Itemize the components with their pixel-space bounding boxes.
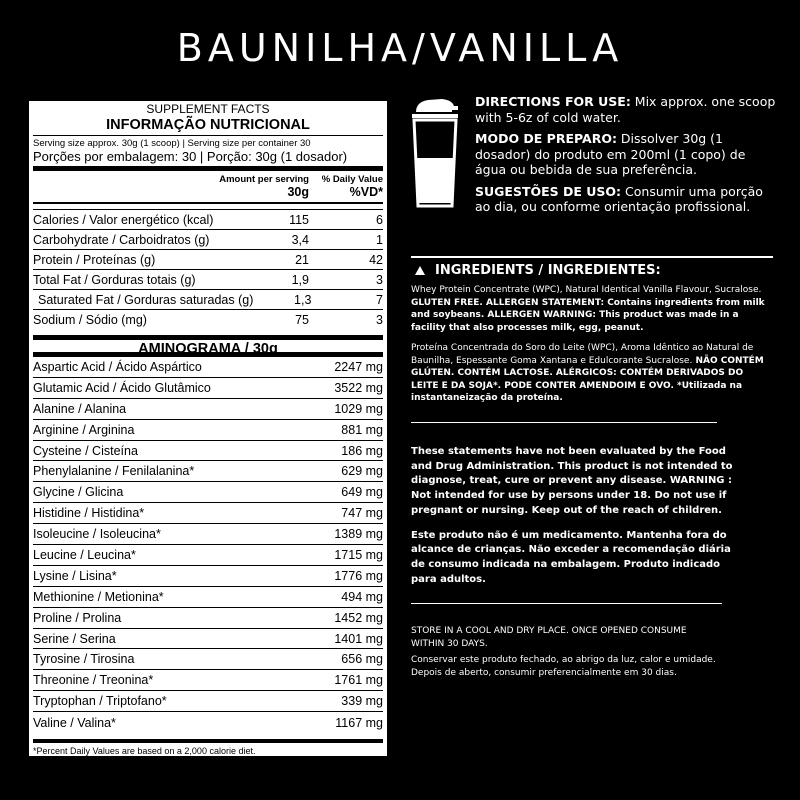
storage-pt: Conservar este produto fechado, ao abrigo da luz, calor e umidade. Depois de aberto, consumir preferencialmente em 30 dias.: [411, 655, 716, 678]
fda-statement: These statements have not been evaluated by the Food and Drug Administration. This product is not intended to diagnose, treat, cure or prevent any disease. WARNING : Not intended for use by persons under 18. Do not use if pregnant or nursing. Keep out of the reach of children.: [411, 446, 733, 516]
amino-row: Glycine / Glicina 649 mg: [33, 482, 383, 503]
footnote: ** Daily Value not established.: [33, 757, 153, 768]
footnote: *Percentual de valores diários fornecidos pela porção.: [33, 768, 249, 779]
amino-row: Threonine / Treonina* 1761 mg: [33, 670, 383, 691]
supplement-facts-label: SUPPLEMENT FACTS: [146, 102, 270, 116]
footnotes: [33, 739, 383, 790]
amino-row: Histidine / Histidina* 747 mg: [33, 503, 383, 524]
aminogram-title: AMINOGRAMA / 30g: [33, 335, 383, 357]
storage-en: STORE IN A COOL AND DRY PLACE. ONCE OPENED CONSUME WITHIN 30 DAYS.: [411, 626, 687, 649]
warning-pt: Este produto não é um medicamento. Mantenha fora do alcance de crianças. Não exceder a recomendação diária de consumo indicada na embalagem. Produto indicado para adultos.: [411, 529, 731, 585]
amino-row: Lysine / Lisina* 1776 mg: [33, 566, 383, 587]
triangle-icon: [415, 266, 425, 275]
amino-row: Cysteine / Cisteína 186 mg: [33, 441, 383, 462]
nutrition-facts-panel: [27, 99, 389, 790]
directions-en: DIRECTIONS FOR USE: Mix approx. one scoop with 5-6z of cold water.: [475, 94, 776, 125]
ingredients-text: [411, 284, 773, 405]
ingredients-section: [411, 256, 773, 413]
nutrient-row: Carbohydrate / Carboidratos (g) 3,4 1: [33, 230, 383, 250]
amino-row: Serine / Serina 1401 mg: [33, 629, 383, 650]
storage-block: [411, 625, 716, 683]
amino-row: Valine / Valina* 1167 mg: [33, 715, 383, 730]
amino-row: Glutamic Acid / Ácido Glutâmico 3522 mg: [33, 378, 383, 399]
footnote: Não contém quantidades significativas de gorduras trans e fibras alimentares.: [33, 779, 344, 790]
directions-block: [475, 94, 777, 221]
daily-value-header: % Daily Value %VD*: [321, 174, 383, 199]
amino-row: Tyrosine / Tirosina 656 mg: [33, 649, 383, 670]
ingredients-pt: Proteína Concentrada do Soro do Leite (WPC), Aroma Idêntico ao Natural de Baunilha, Espessante Goma Xantana e Edulcorante Sucralose. NÃO CONTÉM GLÚTEN. CONTÉM LACTOSE. ALÉRGICOS: CONTÉM DERIVADOS DO LEITE E DA SOJA*. PODE CONTER AMENDOIM E OVO. *Utilizada na instantaneização da proteína.: [411, 343, 764, 403]
nutrition-table-header: [33, 171, 383, 204]
amino-row: Arginine / Arginina 881 mg: [33, 420, 383, 441]
serving-size-en: Serving size approx. 30g (1 scoop) | Serving size per container 30: [33, 135, 383, 149]
directions-pt: MODO DE PREPARO: Dissolver 30g (1 dosador) do produto em 200ml (1 copo) de água ou bebida de sua preferência.: [475, 131, 746, 177]
footnote: *Percent Daily Values are based on a 2,000 calorie diet.: [33, 746, 256, 757]
warnings-block: [411, 445, 746, 597]
divider: [411, 422, 717, 423]
nutrient-row: Total Fat / Gorduras totais (g) 1,9 3: [33, 270, 383, 290]
nutrient-row: Protein / Proteínas (g) 21 42: [33, 250, 383, 270]
amino-row: Tryptophan / Triptofano* 339 mg: [33, 691, 383, 712]
amino-rows: [33, 357, 383, 733]
amino-row: Leucine / Leucina* 1715 mg: [33, 545, 383, 566]
amino-row: Aspartic Acid / Ácido Aspártico 2247 mg: [33, 357, 383, 378]
amino-row: Alanine / Alanina 1029 mg: [33, 399, 383, 420]
nutrient-row: Saturated Fat / Gorduras saturadas (g) 1,3 7: [33, 290, 383, 310]
nutrient-rows: [33, 210, 383, 330]
amino-row: Phenylalanine / Fenilalanina* 629 mg: [33, 461, 383, 482]
serving-size-pt: Porções por embalagem: 30 | Porção: 30g (1 dosador): [33, 149, 383, 171]
product-title: BAUNILHA/VANILLA: [176, 26, 624, 70]
shaker-bottle-icon: [402, 96, 466, 208]
ingredients-heading: INGREDIENTS / INGREDIENTES:: [411, 263, 773, 278]
divider: [411, 603, 722, 604]
amino-row: Proline / Prolina 1452 mg: [33, 608, 383, 629]
amount-per-serving-header: Amount per serving 30g: [219, 174, 309, 199]
ingredients-en: Whey Protein Concentrate (WPC), Natural Identical Vanilla Flavour, Sucralose. GLUTEN FREE. ALLERGEN STATEMENT: Contains ingredients from milk and soybeans. ALLERGEN WARNING: This product was made in a facility that also processes milk, egg, peanut.: [411, 285, 765, 333]
amino-row: Methionine / Metionina* 494 mg: [33, 587, 383, 608]
nutrient-row: Calories / Valor energético (kcal) 115 6: [33, 210, 383, 230]
amino-row: Isoleucine / Isoleucina* 1389 mg: [33, 524, 383, 545]
nutrient-row: Sodium / Sódio (mg) 75 3: [33, 313, 383, 327]
nutrition-info-title: INFORMAÇÃO NUTRICIONAL: [106, 117, 310, 133]
usage-suggestion: SUGESTÕES DE USO: Consumir uma porção ao dia, ou conforme orientação profissional.: [475, 183, 763, 214]
